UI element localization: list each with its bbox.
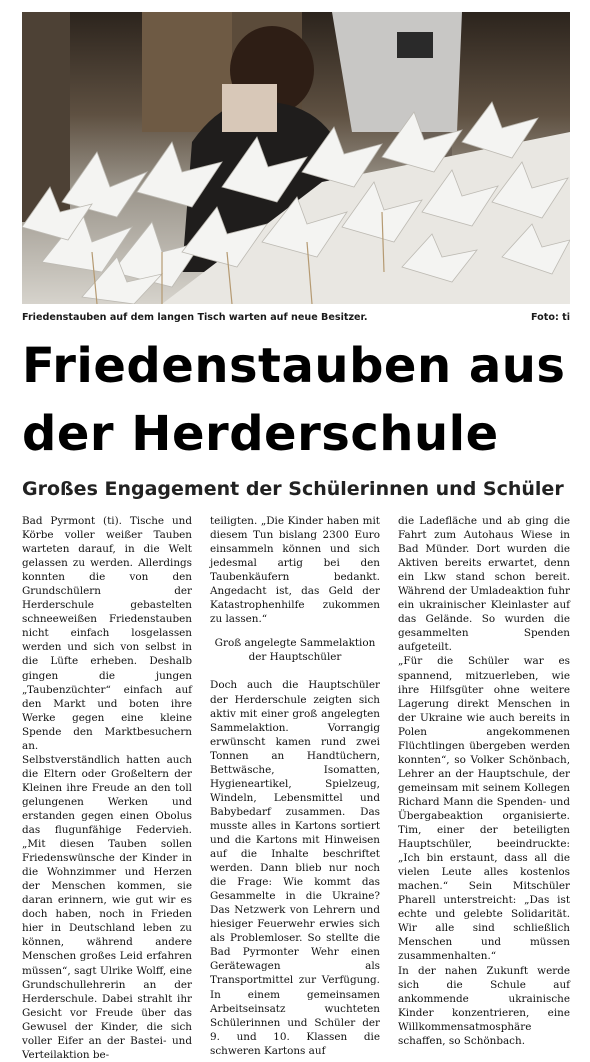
article-column-1 — [22, 514, 192, 1062]
article-column-2 — [210, 514, 380, 1058]
paper-doves-photo — [22, 12, 570, 304]
inset-heading: Groß angelegte Sammelaktion der Hauptschüler — [214, 637, 376, 664]
photo-caption — [22, 312, 570, 328]
photo-credit: Foto: ti — [531, 312, 570, 323]
subheadline: Großes Engagement der Schülerinnen und Schüler — [22, 478, 564, 500]
caption-text: Friedenstauben auf dem langen Tisch warten auf neue Besitzer. — [22, 312, 368, 323]
paragraph: teiligten. „Die Kinder haben mit diesem Tun bislang 2300 Euro einsammeln können und sich jedesmal artig bei den Taubenkäufern bedankt. Angedacht ist, das Geld der Katastrophenhilfe zukommen zu lassen.“ — [210, 515, 380, 626]
headline — [22, 332, 570, 468]
paragraph: Bad Pyrmont (ti). Tische und Körbe voller weißer Tauben warteten darauf, in die Welt gelassen zu werden. Allerdings konnten die von den Grundschülern der Herderschule gebastelten schneeweißen Friedenstauben nicht einfach losgelassen werden und sich von selbst in die Lüfte erheben. Deshalb gingen die jungen „Taubenzüchter“ einfach auf den Markt und boten ihre Werke gegen eine kleine Spende den Marktbesuchern an. — [22, 515, 192, 752]
article-column-3 — [398, 514, 570, 1048]
paragraph: Selbstverständlich hatten auch die Eltern oder Großeltern der Kleinen ihre Freude an den toll gelungenen Werken und erstanden gegen einen Obolus das flugunfähige Federvieh. „Mit diesen Tauben sollen Friedenswünsche der Kinder in die Wohnzimmer und Herzen der Menschen kommen, sie daran erinnern, wie gut wir es doch haben, noch in Frieden hier in Deutschland leben zu können, während andere Menschen großes Leid erfahren müssen“, sagt Ulrike Wolff, eine Grundschullehrerin an der Herderschule. Dabei strahlt ihr Gesicht vor Freude über das Gewusel der Kinder, die sich voller Eifer an der Bastei- und Verteilaktion be- — [22, 753, 192, 1061]
paragraph: Doch auch die Hauptschüler der Herderschule zeigten sich aktiv mit einer groß angelegten Sammelaktion. Vorrangig erwünscht kamen rund zwei Tonnen an Handtüchern, Bettwäsche, Isomatten, Hygieneartikel, Spielzeug, Windeln, Lebensmittel und Babybedarf zusammen. Das musste alles in Kartons sortiert und die Kartons mit Hinweisen auf die Inhalte beschriftet werden. Dann blieb nur noch die Frage: Wie kommt das Gesammelte in die Ukraine? Das Netzwerk von Lehrern und hiesiger Feuerwehr erwies sich als Problemloser. So stellte die Bad Pyrmonter Wehr einen Gerätewagen als Transportmittel zur Verfügung. In einem gemeinsamen Arbeitseinsatz wuchteten Schülerinnen und Schüler der 9. und 10. Klassen die schweren Kartons auf — [210, 679, 380, 1057]
paragraph: „Für die Schüler war es spannend, mitzuerleben, wie ihre Hilfsgüter ohne weitere Lagerung direkt Menschen in der Ukraine wie auch bereits in Polen angekommenen Flüchtlingen übergeben werden konnten“, so Volker Schönbach, Lehrer an der Hauptschule, der gemeinsam mit seinem Kollegen Richard Mann die Spenden- und Übergabeaktion organisierte. Tim, einer der beteiligten Hauptschüler, beeindruckte: „Ich bin erstaunt, dass all die vielen Leute alles kostenlos machen.“ Sein Mitschüler Pharell unterstreicht: „Das ist echte und gelebte Solidarität. Wir alle sind schließlich Menschen und müssen zusammenhalten.“ — [398, 655, 570, 963]
article-photo — [22, 12, 570, 304]
headline-line-2: der Herderschule — [22, 406, 499, 462]
paragraph: In der nahen Zukunft werde sich die Schule auf ankommende ukrainische Kinder konzentrieren, eine Willkommensatmosphäre schaffen, so Schönbach. — [398, 964, 570, 1047]
paragraph: die Ladefläche und ab ging die Fahrt zum Autohaus Wiese in Bad Münder. Dort wurden die Aktiven bereits erwartet, denn ein Lkw stand schon bereit. Während der Umladeaktion fuhr ein ukrainischer Kleinlaster auf das Gelände. So wurden die gesammelten Spenden aufgeteilt. — [398, 515, 570, 654]
headline-line-1: Friedenstauben aus — [22, 338, 566, 394]
